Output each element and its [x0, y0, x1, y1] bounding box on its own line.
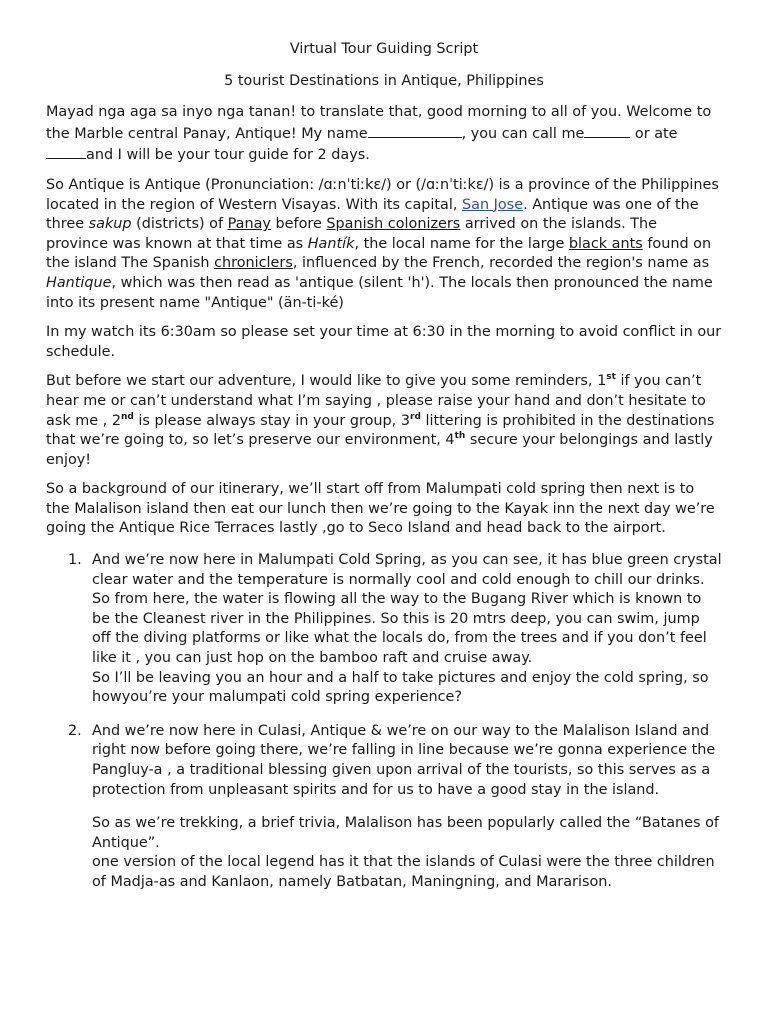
list-number: 2.: [68, 722, 82, 739]
intro-paragraph: Mayad nga aga sa inyo nga tanan! to translate that, good morning to all of you. Welcome to the Marble central Panay, Antique! My name , you can call me or ate and I will be your tour guide for 2 days.: [46, 104, 712, 164]
list-item-text: So I’ll be leaving you an hour and a half to take pictures and enjoy the cold spring, so howyou’re your malumpati cold spring experience?: [92, 669, 709, 706]
list-item-text: And we’re now here in Malumpati Cold Spring, as you can see, it has blue green crystal clear water and the temperature is normally cool and cold enough to chill our drinks. So from here, the water is flowing all the way to the Bugang River which is known to be the Cleanest river in the Philippines. So this is 20 mtrs deep, you can swim, jump off the diving platforms or like what the locals do, from the trees and if you don’t feel like it , you can just hop on the bamboo raft and cruise away.: [92, 552, 722, 667]
itinerary-paragraph: So a background of our itinerary, we’ll start off from Malumpati cold spring then next is to the Malalison island then eat our lunch then we’re going to the Kayak inn the next day we’re going the Antique Rice Terraces lastly ,go to Seco Island and head back to the airport.: [46, 481, 715, 537]
sakup-term: sakup: [88, 216, 132, 233]
list-item-text: So as we’re trekking, a brief trivia, Malalison has been popularly called the “Batanes of Antique”.: [92, 815, 719, 851]
san-jose-link[interactable]: San Jose: [462, 196, 524, 213]
destination-list: [46, 551, 722, 893]
document-title: Virtual Tour Guiding Script: [289, 41, 479, 57]
name-blank: [368, 123, 462, 138]
history-paragraph: So Antique is Antique (Pronunciation: /ɑːnˈtiːkɛ/) or (/ɑːnˈtiːkɛ/) is a province of the Philippines located in the region of Western Visayas. With its capital, San Jose. Antique was one of the three sakup (districts) of Panay before Spanish colonizers arrived on the islands. The province was known at that time as Hantík, the local name for the large black ants found on the island The Spanish chroniclers, influenced by the French, recorded the region's name as Hantique, which was then read as 'antique (silent 'h'). The locals then pronounced the name into its present name "Antique" (än-ti-ké): [46, 176, 719, 311]
panay-link[interactable]: Panay: [227, 216, 271, 233]
time-paragraph: In my watch its 6:30am so please set your time at 6:30 in the morning to avoid conflict in our schedule.: [46, 324, 722, 360]
reminders-paragraph: But before we start our adventure, I would like to give you some reminders, 1st if you can’t hear me or can’t understand what I’m saying , please raise your hand and don’t hesitate to ask me , 2nd is please always stay in your group, 3rd littering is prohibited in the destinations that we’re going to, so let’s preserve our environment, 4th secure your belongings and lastly enjoy!: [46, 372, 715, 468]
nickname-blank: [584, 123, 630, 138]
list-item: [46, 722, 722, 893]
hantik-term: Hantík: [307, 235, 355, 252]
document-subtitle: 5 tourist Destinations in Antique, Philippines: [224, 72, 544, 89]
hantique-term: Hantique: [46, 274, 112, 291]
list-item: [46, 551, 722, 708]
spanish-colonizers-link[interactable]: Spanish colonizers: [326, 216, 461, 233]
list-number: 1.: [68, 552, 82, 569]
list-item-text: one version of the local legend has it that the islands of Culasi were the three children of Madja-as and Kanlaon, namely Batbatan, Maningning, and Mararison.: [92, 854, 715, 890]
chroniclers-link[interactable]: chroniclers: [214, 255, 293, 272]
ate-blank: [46, 144, 86, 159]
black-ants-link[interactable]: black ants: [568, 235, 643, 252]
list-item-text: And we’re now here in Culasi, Antique & we’re on our way to the Malalison Island and right now before going there, we’re falling in line because we’re gonna experience the Pangluy-a , a traditional blessing given upon arrival of the tourists, so this serves as a protection from unpleasant spirits and for us to have a good stay in the island.: [92, 722, 716, 798]
